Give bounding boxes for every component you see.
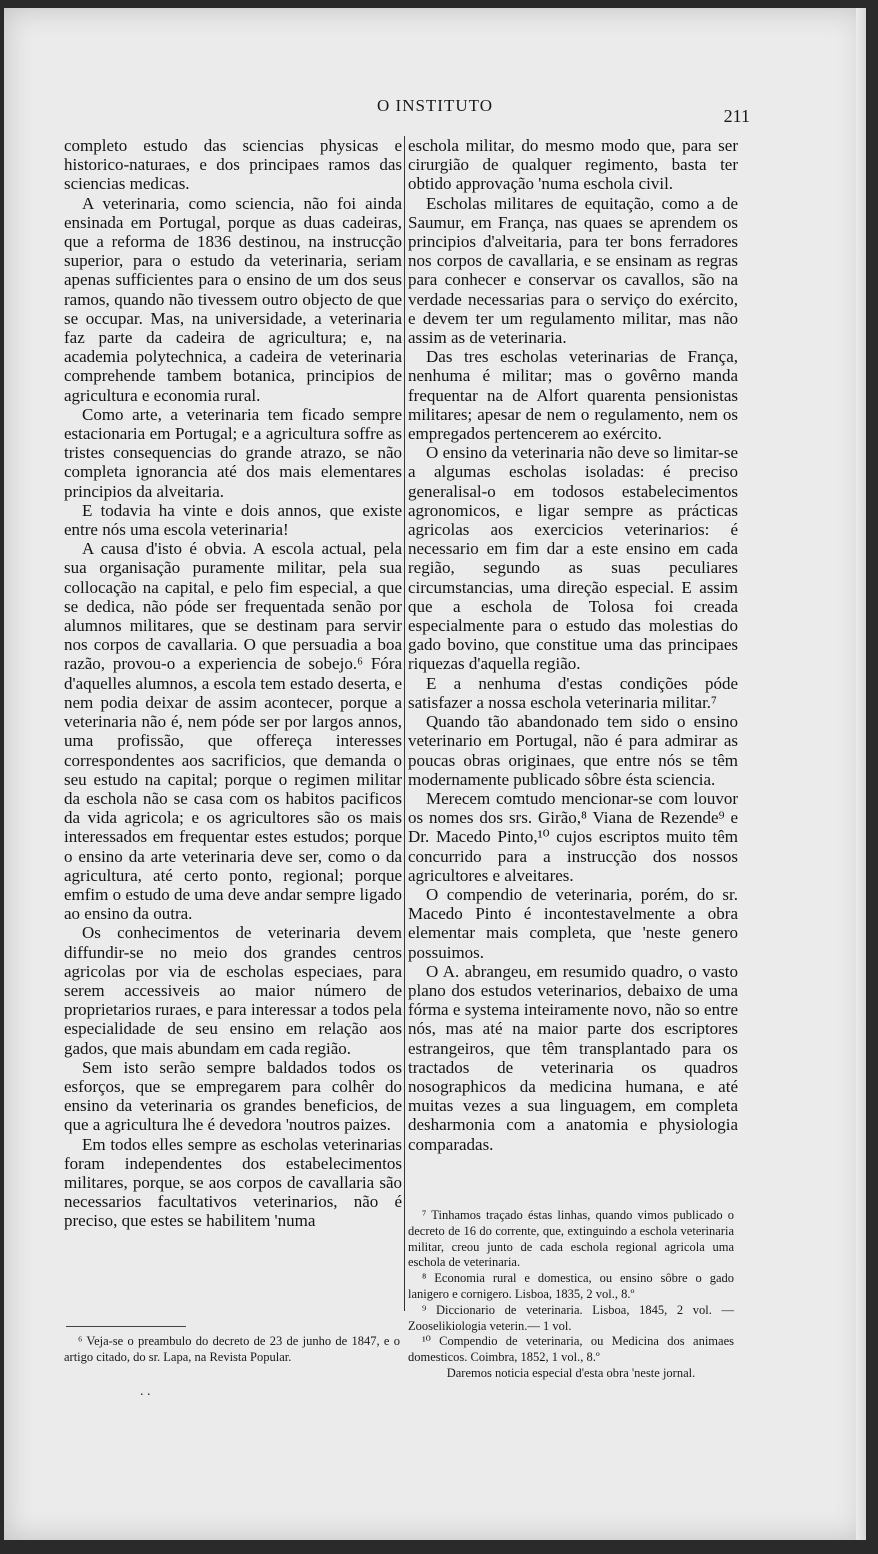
paragraph: Os conhecimentos de veterinaria devem diffundir-se no meio dos grandes centros agricolas por via de escholas especiaes, para serem accessiveis ao maior número de proprietarios ruraes, e para interessar a todos pela especialidade de seu ensino em relação aos gados, que mais abundam em cada região.	[64, 923, 402, 1058]
footnotes-right	[408, 1208, 734, 1382]
paragraph: E todavia ha vinte e dois annos, que existe entre nós uma escola veterinaria!	[64, 500, 402, 540]
paragraph: Como arte, a veterinaria tem ficado sempre estacionaria em Portugal; e a agricultura soffre as tristes consequencias do grande atrazo, se não completa ignorancia até dos mais elementares principios da alveitaria.	[64, 404, 402, 501]
footnote: ⁸ Economia rural e domestica, ou ensino sôbre o gado lanigero e cornigero. Lisboa, 1835, 2 vol., 8.º	[408, 1271, 734, 1301]
paragraph: Das tres escholas veterinarias de França, nenhuma é militar; mas o govêrno manda frequentar na de Alfort quarenta pensionistas militares; apesar de nem o regulamento, nem os empregados pertencerem ao exército.	[408, 347, 738, 444]
paragraph: Merecem comtudo mencionar-se com louvor os nomes dos srs. Girão,⁸ Viana de Rezende⁹ e Dr. Macedo Pinto,¹⁰ cujos escriptos muito têm concurrido para a instrucção dos nossos agricultores e alveitares.	[408, 788, 738, 885]
printer-mark: . .	[140, 1384, 151, 1399]
paragraph: O A. abrangeu, em resumido quadro, o vasto plano dos estudos veterinarios, debaixo de uma fórma e systema inteiramente novo, não so entre nós, mas até na maior parte dos escriptores estrangeiros, que têm transplantado para os tractados de veterinaria os quadros nosographicos da medicina humana, e até muitas vezes a sua linguagem, em completa desharmonia com a anatomia e physiologia comparadas.	[408, 961, 738, 1154]
running-header: O INSTITUTO	[377, 96, 493, 115]
scanned-page	[4, 8, 866, 1540]
footnote: ¹⁰ Compendio de veterinaria, ou Medicina dos animaes domesticos. Coimbra, 1852, 1 vol., 8.º	[408, 1334, 734, 1365]
paragraph: Sem isto serão sempre baldados todos os esforços, que se empregarem para colhêr do ensino da veterinaria os grandes beneficios, de que a agricultura lhe é devedora 'noutros paizes.	[64, 1057, 402, 1135]
paragraph: eschola militar, do mesmo modo que, para ser cirurgião de qualquer regimento, basta ter obtido approvação 'numa eschola civil.	[408, 136, 738, 194]
page-edge	[856, 8, 866, 1540]
right-column	[408, 136, 738, 1154]
footnote: ⁶ Veja-se o preambulo do decreto de 23 de junho de 1847, e o artigo citado, do sr. Lapa, na Revista Popular.	[64, 1334, 400, 1364]
paragraph: Em todos elles sempre as escholas veterinarias foram independentes dos estabelecimentos militares, porque, se aos corpos de cavallaria são necessarios facultativos veterinarios, não é preciso, que estes se habilitem 'numa	[64, 1134, 402, 1231]
paragraph: O ensino da veterinaria não deve so limitar-se a algumas escholas isoladas: é preciso generalisal-o em todosos estabelecimentos agronomicos, e ligar sempre as prácticas agricolas aos exercicios veterinarios: é necessario em fim dar a este ensino em cada região, segundo as suas peculiares circumstancias, uma direção especial. E assim que a eschola de Tolosa foi creada especialmente para o estudo das molestias do gado bovino, que constitue uma das principaes riquezas d'aquella região.	[408, 443, 738, 674]
footnote: ⁷ Tinhamos traçado éstas linhas, quando vimos publicado o decreto de 16 do corrente, que, extinguindo a eschola veterinaria militar, creou junto de cada eschola regional agricola uma eschola de veterinaria.	[408, 1208, 734, 1270]
column-divider	[404, 136, 405, 1311]
paragraph: A causa d'isto é obvia. A escola actual, pela sua organisação puramente militar, pela sua collocação na capital, e pelo fim especial, a que se dedica, não póde ser frequentada senão por alumnos militares, que se destinam para servir nos corpos de cavallaria. O que persuadia a boa razão, provou-o a experiencia de sobejo.⁶ Fóra d'aquelles alumnos, a escola tem estado deserta, e nem podia deixar de assim acontecer, porque a veterinaria não é, nem póde ser por largos annos, uma profissão, que offereça interesses correspondentes aos sacrificios, que demanda o seu estudo na capital; porque o regimen militar da eschola não se casa com os habitos pacificos da vida agricola; e os agricultores são os mais interessados em frequentar estes estudos; porque o ensino da arte veterinaria deve ser, como o da agricultura, até certo ponto, regional; porque emfim o estudo de uma deve andar sempre ligado ao ensino da outra.	[64, 539, 402, 924]
footnote-rule	[66, 1326, 186, 1327]
paragraph: Quando tão abandonado tem sido o ensino veterinario em Portugal, não é para admirar as poucas obras originaes, que entre nós se têm modernamente publicado sôbre ésta sciencia.	[408, 712, 738, 789]
paragraph: completo estudo das sciencias physicas e historico-naturaes, e dos principaes ramos das sciencias medicas.	[64, 136, 402, 194]
paragraph: E a nenhuma d'estas condições póde satisfazer a nossa eschola veterinaria militar.⁷	[408, 673, 738, 712]
left-column	[64, 136, 402, 1231]
footnote: ⁹ Diccionario de veterinaria. Lisboa, 1845, 2 vol. — Zooselikiologia veterin.— 1 vol.	[408, 1302, 734, 1333]
footnotes-left	[64, 1334, 400, 1365]
footnote: Daremos noticia especial d'esta obra 'neste jornal.	[446, 1365, 696, 1380]
page-number: 211	[723, 106, 750, 126]
paragraph: O compendio de veterinaria, porém, do sr. Macedo Pinto é incontestavelmente a obra elementar mais completa, que 'neste genero possuimos.	[408, 884, 738, 962]
paragraph: A veterinaria, como sciencia, não foi ainda ensinada em Portugal, porque as duas cadeiras, que a reforma de 1836 destinou, na instrucção superior, para o estudo da veterinaria, seriam apenas sufficientes para o ensino de um dos seus ramos, quando não tivessem outro objecto de que se occupar. Mas, na universidade, a veterinaria faz parte da cadeira de agricultura; e, na academia polytechnica, a cadeira de veterinaria comprehende tambem botanica, principios de agricultura e economia rural.	[64, 193, 402, 405]
paragraph: Escholas militares de equitação, como a de Saumur, em França, nas quaes se aprendem os principios d'alveitaria, para ter bons ferradores nos corpos de cavallaria, e se ensinam as regras para conhecer e conservar os cavallos, são na verdade necessarias para o serviço do exército, e devem ter um regulamento militar, mas não assim as de veterinaria.	[408, 193, 738, 348]
